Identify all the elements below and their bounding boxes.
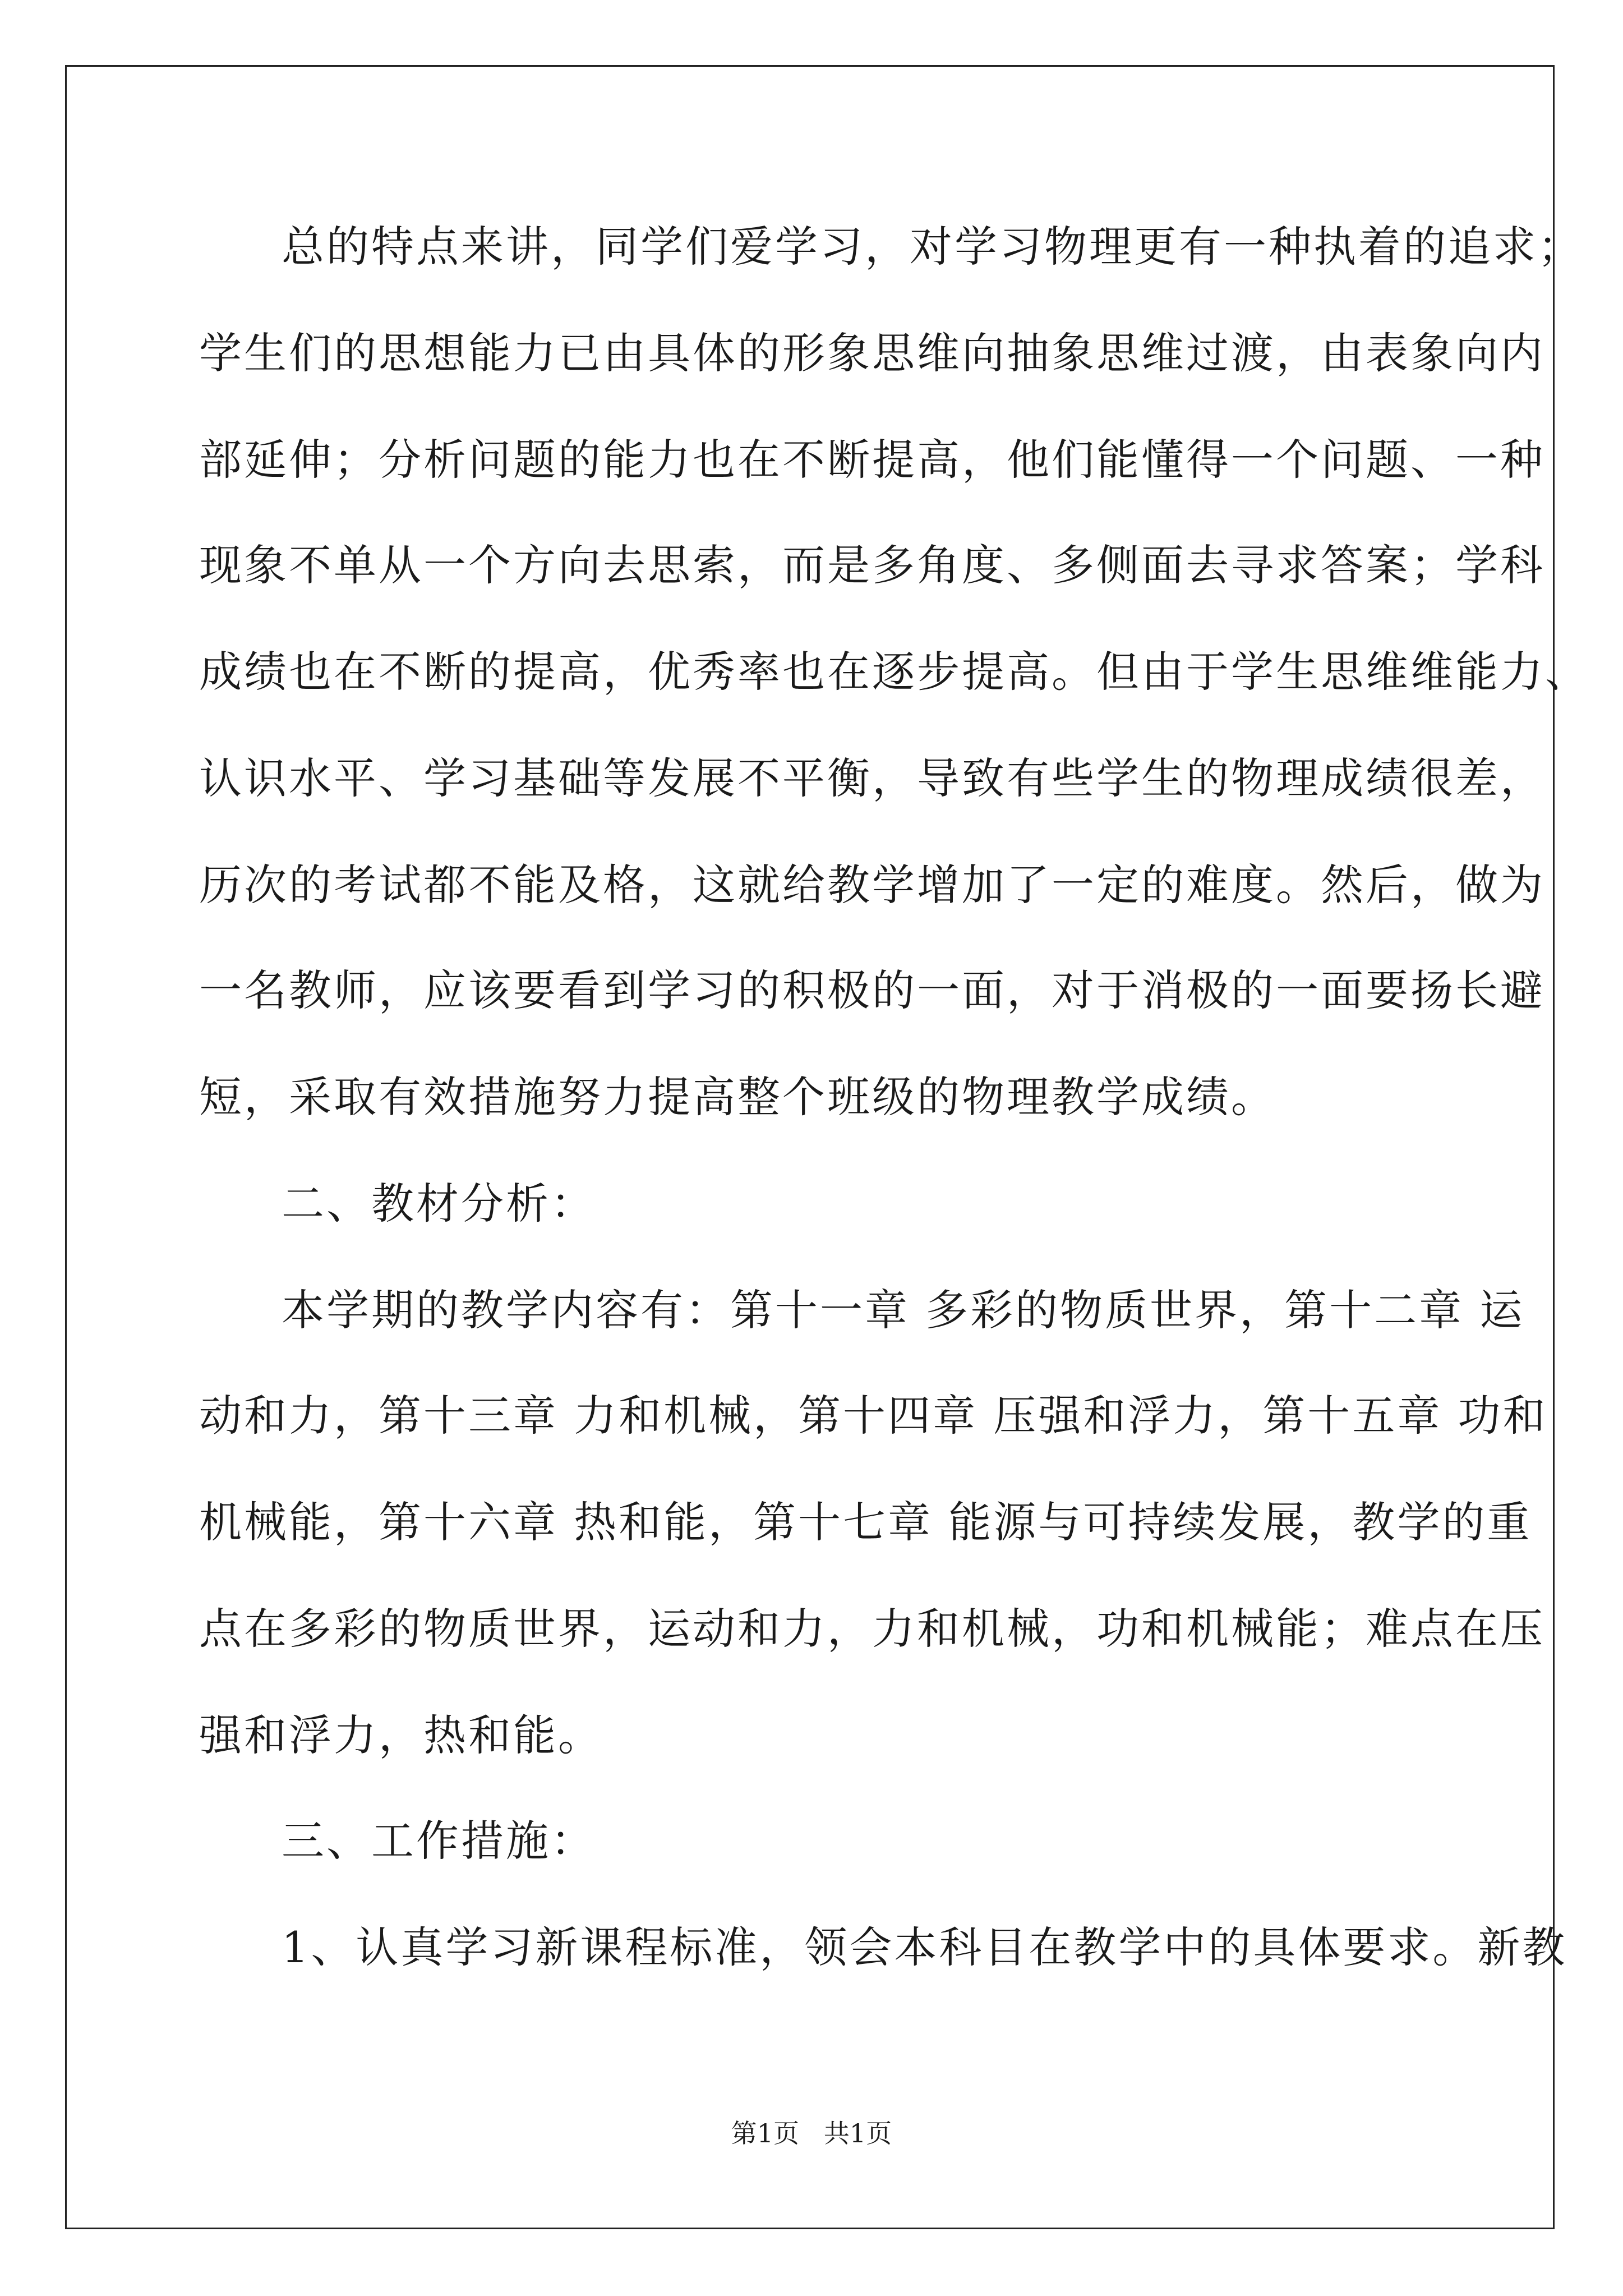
section-heading: 二、教材分析：	[282, 1179, 596, 1228]
paragraph-line: 一名教师，应该要看到学习的积极的一面，对于消极的一面要扬长避	[199, 965, 1545, 1015]
paragraph-line: 本学期的教学内容有：第十一章 多彩的物质世界，第十二章 运	[282, 1285, 1525, 1335]
page-frame	[65, 65, 1555, 2229]
section-heading: 三、工作措施：	[282, 1816, 596, 1866]
page-number-footer: 第1页 共1页	[731, 2118, 892, 2148]
paragraph-line: 总的特点来讲，同学们爱学习，对学习物理更有一种执着的追求；	[282, 222, 1583, 272]
paragraph-line: 认识水平、学习基础等发展不平衡，导致有些学生的物理成绩很差，	[199, 753, 1545, 803]
paragraph-line: 点在多彩的物质世界，运动和力，力和机械，功和机械能；难点在压	[199, 1604, 1545, 1654]
paragraph-line: 成绩也在不断的提高，优秀率也在逐步提高。但由于学生思维维能力、	[199, 647, 1590, 697]
paragraph-line: 机械能，第十六章 热和能，第十七章 能源与可持续发展，教学的重	[199, 1497, 1532, 1547]
paragraph-line: 历次的考试都不能及格，这就给教学增加了一定的难度。然后，做为	[199, 860, 1545, 910]
paragraph-line: 动和力，第十三章 力和机械，第十四章 压强和浮力，第十五章 功和	[199, 1391, 1548, 1441]
paragraph-line: 强和浮力，热和能。	[199, 1710, 603, 1760]
paragraph-line: 现象不单从一个方向去思索，而是多角度、多侧面去寻求答案；学科	[199, 540, 1545, 590]
paragraph-line: 部延伸；分析问题的能力也在不断提高，他们能懂得一个问题、一种	[199, 435, 1545, 485]
paragraph-line: 短，采取有效措施努力提高整个班级的物理教学成绩。	[199, 1072, 1276, 1122]
paragraph-line: 学生们的思想能力已由具体的形象思维向抽象思维过渡，由表象向内	[199, 328, 1545, 378]
paragraph-line: 1、认真学习新课程标准，领会本科目在教学中的具体要求。新教	[282, 1922, 1567, 1972]
